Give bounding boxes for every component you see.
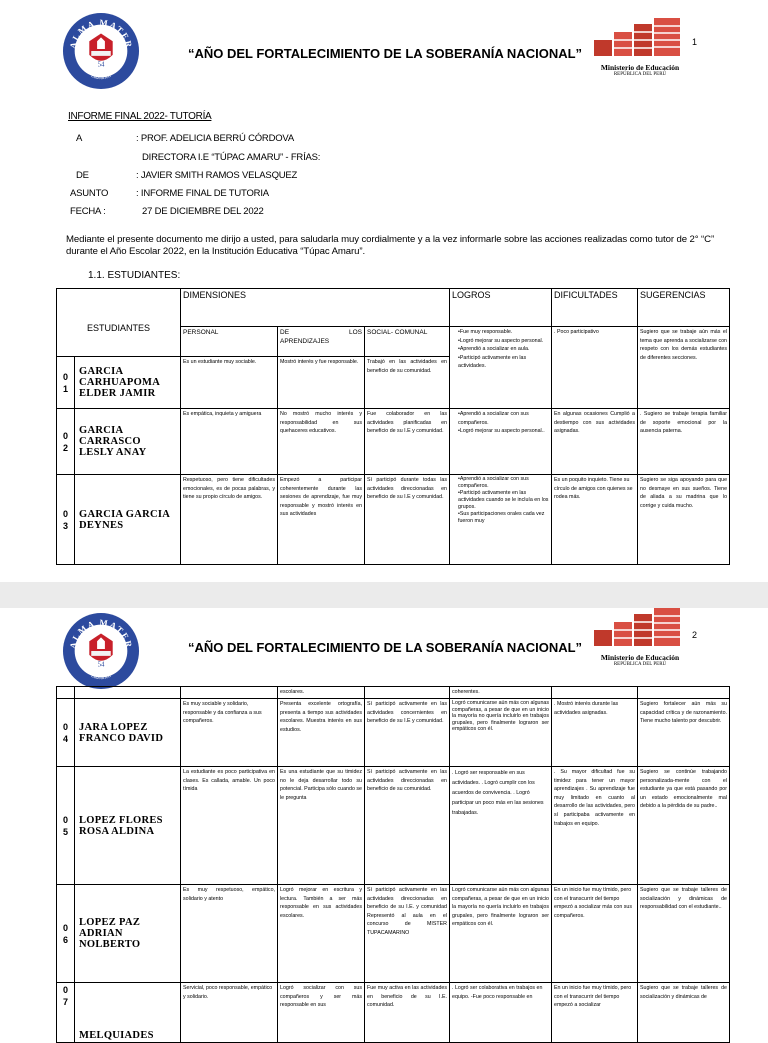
aprend-s6: Logró mejorar en escritura y lectura. También a ser más responsable en sus actividades escolares.: [278, 885, 365, 983]
student-name: MELQUIADES: [75, 983, 181, 1043]
seal-top-text: ALMA MATER: [67, 617, 135, 650]
row-number: 0 1: [57, 357, 75, 409]
header-difficulties: DIFICULTADES: [552, 289, 638, 327]
section-heading: 1.1. ESTUDIANTES:: [88, 270, 181, 281]
logros-s5: . Logró ser responsable en sus actividades. . Logró cumplir con los acuerdos de convivencia. . Logró participar un poco más en las sesiones trabajadas.: [450, 767, 552, 885]
table-row: [57, 767, 730, 885]
logros-s1: • Fue muy responsable. • Logró mejorar su aspecto personal. • Aprendió a socializar en aula. • Participó activamente en las actividades.: [450, 327, 552, 409]
personal-s1: Es un estudiante muy sociable.: [181, 357, 278, 409]
social-s5: Sí participó activamente en las actividades direccionadas en beneficio de su comunidad.: [365, 767, 450, 885]
dif-s3: Es un poquito inquieto. Tiene su círculo de amigos con quienes se rodea más.: [552, 475, 638, 565]
to-value-line2: DIRECTORA I.E “TÚPAC AMARU” - FRÍAS:: [142, 152, 321, 163]
table-row: [57, 699, 730, 767]
sug-s1: Sugiero que se trabaje aún más el tema que aprenda a socializarse con respeto con los demás estudiantes de diferentes secciones.: [638, 327, 730, 409]
row-number: 0 2: [57, 409, 75, 475]
header-achievements: LOGROS: [450, 289, 552, 327]
student-name: GARCIA CARRASCO LESLY ANAY: [75, 409, 181, 475]
logros-s7: . Logró ser colaborativa en trabajos en equipo. -Fue poco responsable en: [450, 983, 552, 1043]
row-number: 0 5: [57, 767, 75, 885]
header-suggestions: SUGERENCIAS: [638, 289, 730, 327]
student-name: LOPEZ PAZ ADRIAN NOLBERTO: [75, 885, 181, 983]
aprend-s7: Logró socializar con sus compañeros y ser más responsable en sus: [278, 983, 365, 1043]
from-value: : JAVIER SMITH RAMOS VELASQUEZ: [136, 170, 298, 181]
row-number: 0 4: [57, 699, 75, 767]
row-number: 0 7: [57, 983, 75, 1043]
personal-s7: Servicial, poco responsable, empático y solidario.: [181, 983, 278, 1043]
dif-s1: . Poco participativo: [552, 327, 638, 409]
minedu-bars-icon: [592, 18, 688, 58]
personal-s6: Es muy respetuoso, empático, solidario y atento: [181, 885, 278, 983]
aprend-s3: Empezó a participar coherentemente durante las sesiones de aprendizaje, fue muy responsable y mostró interés en sus actividades: [278, 475, 365, 565]
dif-s6: En un inicio fue muy tímido, pero con el transcurrir del tiempo empezó a socializar más con sus compañeros.: [552, 885, 638, 983]
aprend-s2: No mostró mucho interés y responsabilidad en sus quehaceres educativos.: [278, 409, 365, 475]
minedu-logo: [592, 18, 688, 76]
table-row: [57, 885, 730, 983]
student-name: GARCIA CARHUAPOMA ELDER JAMIR: [75, 357, 181, 409]
minedu-logo: [592, 608, 688, 666]
minedu-line1: Ministerio de Educación: [600, 63, 680, 72]
logros-s4: Logró comunicarse aún más con algunas compañeras, a pesar de que en un inicio la mayoría no quería incluirlo en trabajos grupales, pero finalmente lograron ser empáticos con él.: [450, 699, 552, 767]
page-number: 2: [692, 630, 698, 640]
table-row: [57, 475, 730, 565]
to-value: : PROF. ADELICIA BERRÚ CÓRDOVA: [136, 133, 295, 144]
aprend-s1: Mostró interés y fue responsable.: [278, 357, 365, 409]
sug-s7: Sugiero que se trabaje talleres de socialización y dinámicas de: [638, 983, 730, 1043]
personal-s2: Es empática, inquieta y amiguera: [181, 409, 278, 475]
minedu-line2: REPÚBLICA DEL PERÚ: [613, 72, 667, 77]
intro-paragraph: Mediante el presente documento me dirijo a usted, para saludarla muy cordialmente y a la vez informarle sobre las acciones realizadas como tutor de 2° “C” durante el Año Escolar 2022, en la Institución Educativa “Túpac Amaru”.: [66, 234, 715, 257]
sug-s3: Sugiero se siga apoyando para que no desmaye en sus sueños. Tiene de aliada a su madrina que lo corrige y cuida mucho.: [638, 475, 730, 565]
page-number: 1: [692, 37, 698, 47]
row-number: 0 3: [57, 475, 75, 565]
header-social: SOCIAL- COMUNAL: [365, 327, 450, 357]
social-s1: Trabajó en las actividades en beneficio de su comunidad.: [365, 357, 450, 409]
document-header-title: “AÑO DEL FORTALECIMIENTO DE LA SOBERANÍA NACIONAL”: [187, 640, 583, 655]
personal-s4: Es muy sociable y solidario, responsable y da confianza a sus compañeros.: [181, 699, 278, 767]
document-page-2: [0, 608, 768, 1041]
minedu-line1: Ministerio de Educación: [600, 653, 680, 662]
students-table: [56, 288, 730, 565]
minedu-line2: REPÚBLICA DEL PERÚ: [613, 662, 667, 667]
personal-s5: La estudiante es poco participativa en clases. Es callada, amable. Un poco tímida: [181, 767, 278, 885]
logros-s2: • Aprendió a socializar con sus compañeros. • Logró mejorar su aspecto personal..: [450, 409, 552, 475]
row-number: 0 6: [57, 885, 75, 983]
seal-top-text: ALMA MATER: [67, 17, 135, 50]
school-seal-icon: [62, 12, 140, 90]
social-s3: Sí participó durante todas las actividades direccionadas en beneficio de su I.E y comunidad.: [365, 475, 450, 565]
aprend-s5: Es una estudiante que su timidez no le deja desarrollar todo su potencial. Participa sólo cuando se le pregunta: [278, 767, 365, 885]
seal-bottom-text: Educación: [90, 73, 112, 82]
dif-s5: . Su mayor dificultad fue su timidez para tener un mayor aprendizajes . Su aprendizaje fue muy limitado en cuanto al desarrollo de las actividades, pero sí participaba activamente en trabajos en equipo.: [552, 767, 638, 885]
school-seal-icon: [62, 612, 140, 690]
students-table-continued: [56, 686, 730, 1043]
date-value: 27 DE DICIEMBRE DEL 2022: [142, 206, 264, 217]
social-s2: Fue colaborador en las actividades planificadas en beneficio de su I.E y comunidad.: [365, 409, 450, 475]
logros-s6: Logró comunicarse aún más con algunas compañeras, a pesar de que en un inicio la mayoría no quería incluirlo en trabajos grupales, pero finalmente lograron ser empáticos con él.: [450, 885, 552, 983]
table-row: [57, 983, 730, 1043]
aprend-s4: Presenta excelente ortografía, presenta a tiempo sus actividades escolares. Muestra interés en sus estudios.: [278, 699, 365, 767]
subject-label: ASUNTO: [70, 188, 109, 199]
minedu-bars-icon: [592, 608, 688, 648]
student-name: JARA LOPEZ FRANCO DAVID: [75, 699, 181, 767]
header-personal: PERSONAL: [181, 327, 278, 357]
seal-number: 54: [97, 61, 105, 69]
logros-continued: coherentes.: [450, 687, 552, 699]
student-name: LOPEZ FLORES ROSA ALDINA: [75, 767, 181, 885]
header-learning: DE LOS APRENDIZAJES: [278, 327, 365, 357]
aprend-continued: escolares.: [278, 687, 365, 699]
document-header-title: “AÑO DEL FORTALECIMIENTO DE LA SOBERANÍA NACIONAL”: [187, 46, 583, 61]
sug-s6: Sugiero que se trabaje talleres de socialización y dinámicas de responsabilidad con el estudiante..: [638, 885, 730, 983]
sug-s5: Sugiero se continúe trabajando personalizada-mente con el estudiante ya que está pasando por un estado emocionalmente mal debido a la pérdida de su padre..: [638, 767, 730, 885]
logros-s3: • Aprendió a socializar con sus compañeros. • Participó activamente en las actividades cuando se le incluía en los grupos. • Sus participaciones orales cada vez fueron muy: [450, 475, 552, 565]
header-dimensions: DIMENSIONES: [181, 289, 450, 327]
social-s6: Sí participó activamente en las actividades direccionadas en beneficio de su I.E. y comunidad Representó al aula en el concurso de MISTER TUPACAMARINO: [365, 885, 450, 983]
seal-bottom-text: Educación: [90, 673, 112, 682]
from-label: DE: [76, 170, 89, 181]
dif-s2: En algunas ocasiones Cumplió a destiempo con sus actividades asignadas.: [552, 409, 638, 475]
sug-s4: Sugiero fortalecer aún más su capacidad crítica y de razonamiento. Tiene mucho talento por descubrir.: [638, 699, 730, 767]
sug-s2: . Sugiero se trabaje terapia familiar de soporte emocional por la ausencia paterna.: [638, 409, 730, 475]
dif-s4: . Mostró interés durante las actividades asignadas.: [552, 699, 638, 767]
dif-s7: En un inicio fue muy tímido, pero con el transcurrir del tiempo empezó a socializar: [552, 983, 638, 1043]
social-s7: Fue muy activa en las actividades en beneficio de su I.E. comunidad.: [365, 983, 450, 1043]
social-s4: Sí participó activamente en las actividades concernientes en beneficio de su I.E y comunidad.: [365, 699, 450, 767]
table-row: [57, 687, 730, 699]
report-title: INFORME FINAL 2022- TUTORÍA: [68, 111, 212, 122]
subject-value: : INFORME FINAL DE TUTORIA: [136, 188, 269, 199]
seal-number: 54: [97, 661, 105, 669]
to-label: A: [76, 133, 83, 144]
table-row: [57, 409, 730, 475]
page-gap: [0, 582, 768, 608]
header-students: ESTUDIANTES: [57, 289, 181, 357]
personal-s3: Respetuoso, pero tiene dificultades emocionales, es de pocas palabras, y tiene su propio círculo de amigos.: [181, 475, 278, 565]
date-label: FECHA :: [70, 206, 106, 217]
student-name: GARCIA GARCIA DEYNES: [75, 475, 181, 565]
